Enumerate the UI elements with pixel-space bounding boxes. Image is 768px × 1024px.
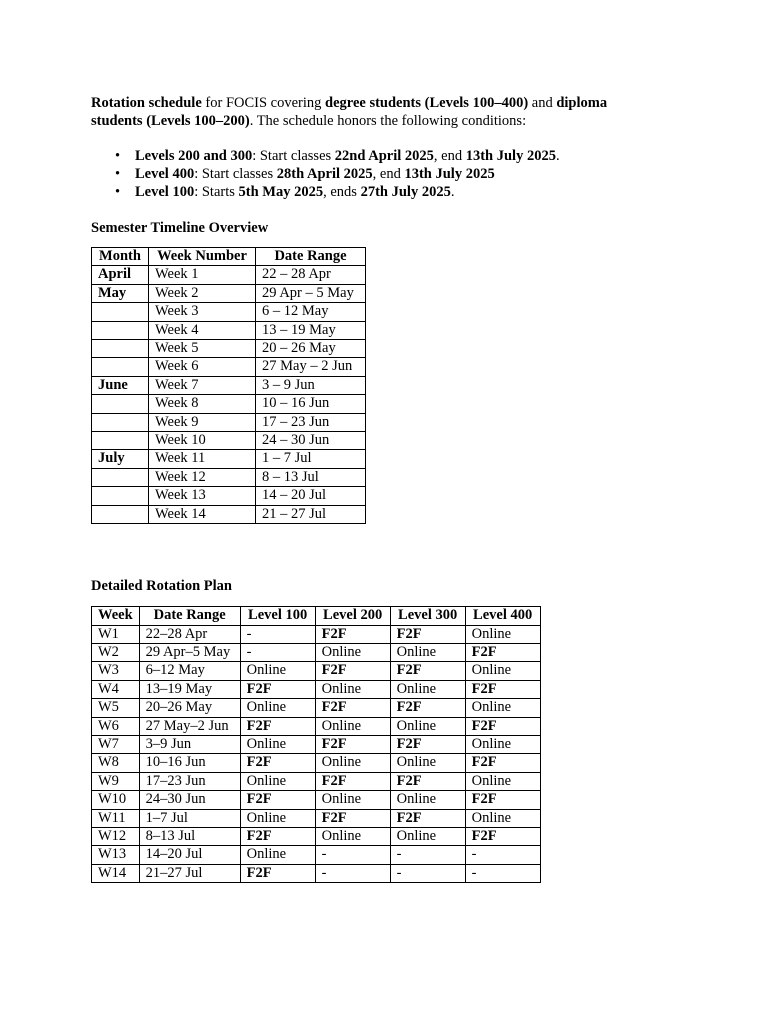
cell-level-200: - bbox=[315, 864, 390, 882]
cell-week: W3 bbox=[92, 662, 140, 680]
condition-text: , end bbox=[372, 166, 405, 182]
cell-month bbox=[92, 303, 149, 321]
cell-month bbox=[92, 505, 149, 523]
cell-week-number: Week 4 bbox=[149, 321, 256, 339]
table-row bbox=[92, 505, 366, 523]
cell-level-200: F2F bbox=[315, 735, 390, 753]
table-row bbox=[92, 468, 366, 486]
cell-week-number: Week 7 bbox=[149, 376, 256, 394]
cell-level-300: - bbox=[390, 864, 465, 882]
cell-level-100: Online bbox=[240, 699, 315, 717]
rotation-table bbox=[91, 606, 541, 883]
condition-text: : Start classes bbox=[194, 166, 277, 182]
cell-level-300: Online bbox=[390, 680, 465, 698]
cell-week: W5 bbox=[92, 699, 140, 717]
cell-level-300: Online bbox=[390, 754, 465, 772]
cell-week: W4 bbox=[92, 680, 140, 698]
table-header-row bbox=[92, 248, 366, 266]
cell-level-100: Online bbox=[240, 735, 315, 753]
table-row bbox=[92, 846, 541, 864]
table-row bbox=[92, 413, 366, 431]
condition-start-date: 5th May 2025 bbox=[238, 184, 324, 200]
cell-level-100: Online bbox=[240, 772, 315, 790]
cell-level-200: F2F bbox=[315, 625, 390, 643]
cell-week-number: Week 12 bbox=[149, 468, 256, 486]
table-row bbox=[92, 754, 541, 772]
condition-start-date: 22nd April 2025 bbox=[334, 148, 434, 164]
cell-week-number: Week 13 bbox=[149, 487, 256, 505]
cell-week: W7 bbox=[92, 735, 140, 753]
cell-level-300: F2F bbox=[390, 772, 465, 790]
cell-level-200: F2F bbox=[315, 772, 390, 790]
cell-week-number: Week 1 bbox=[149, 266, 256, 284]
cell-date-range: 24–30 Jun bbox=[139, 791, 240, 809]
cell-date-range: 21 – 27 Jul bbox=[256, 505, 366, 523]
column-header-month: Month bbox=[92, 248, 149, 266]
table-row bbox=[92, 625, 541, 643]
cell-month bbox=[92, 340, 149, 358]
cell-level-400: F2F bbox=[465, 680, 540, 698]
table-row bbox=[92, 680, 541, 698]
cell-date-range: 8–13 Jul bbox=[139, 827, 240, 845]
cell-level-400: Online bbox=[465, 772, 540, 790]
cell-level-200: Online bbox=[315, 791, 390, 809]
cell-month bbox=[92, 358, 149, 376]
column-header-week-number: Week Number bbox=[149, 248, 256, 266]
cell-week-number: Week 2 bbox=[149, 284, 256, 302]
table-row bbox=[92, 699, 541, 717]
condition-end-date: 13th July 2025 bbox=[404, 166, 495, 182]
cell-level-100: Online bbox=[240, 846, 315, 864]
table-row bbox=[92, 266, 366, 284]
conditions-list bbox=[91, 147, 651, 201]
table-row bbox=[92, 303, 366, 321]
cell-date-range: 3–9 Jun bbox=[139, 735, 240, 753]
table-row bbox=[92, 450, 366, 468]
condition-end-date: 13th July 2025 bbox=[465, 148, 556, 164]
cell-level-300: F2F bbox=[390, 699, 465, 717]
cell-date-range: 21–27 Jul bbox=[139, 864, 240, 882]
cell-level-100: Online bbox=[240, 809, 315, 827]
cell-week-number: Week 6 bbox=[149, 358, 256, 376]
table-row bbox=[92, 487, 366, 505]
cell-level-200: F2F bbox=[315, 699, 390, 717]
cell-week: W14 bbox=[92, 864, 140, 882]
cell-date-range: 6–12 May bbox=[139, 662, 240, 680]
condition-label: Levels 200 and 300 bbox=[135, 148, 253, 164]
cell-week-number: Week 11 bbox=[149, 450, 256, 468]
cell-week-number: Week 8 bbox=[149, 395, 256, 413]
table-row bbox=[92, 284, 366, 302]
rotation-heading: Detailed Rotation Plan bbox=[91, 578, 232, 595]
cell-level-100: - bbox=[240, 643, 315, 661]
cell-week: W2 bbox=[92, 643, 140, 661]
table-row bbox=[92, 432, 366, 450]
cell-level-200: Online bbox=[315, 680, 390, 698]
table-row bbox=[92, 376, 366, 394]
cell-date-range: 27 May – 2 Jun bbox=[256, 358, 366, 376]
cell-level-200: F2F bbox=[315, 809, 390, 827]
cell-level-400: - bbox=[465, 846, 540, 864]
table-row bbox=[92, 827, 541, 845]
timeline-heading: Semester Timeline Overview bbox=[91, 220, 269, 236]
cell-level-100: F2F bbox=[240, 717, 315, 735]
table-row bbox=[92, 643, 541, 661]
rotation-table-body bbox=[92, 625, 541, 883]
table-row bbox=[92, 864, 541, 882]
cell-week: W9 bbox=[92, 772, 140, 790]
condition-text: . bbox=[555, 148, 560, 164]
cell-date-range: 29 Apr–5 May bbox=[139, 643, 240, 661]
intro-bold-2: degree students (Levels 100–400) bbox=[325, 95, 529, 111]
cell-level-400: F2F bbox=[465, 754, 540, 772]
cell-month bbox=[92, 395, 149, 413]
table-header-row bbox=[92, 607, 541, 625]
intro-text-2: and bbox=[528, 95, 557, 111]
cell-week: W11 bbox=[92, 809, 140, 827]
cell-date-range: 22–28 Apr bbox=[139, 625, 240, 643]
table-row bbox=[92, 717, 541, 735]
cell-week-number: Week 10 bbox=[149, 432, 256, 450]
condition-text: . bbox=[450, 184, 455, 200]
cell-month bbox=[92, 468, 149, 486]
column-header-level-400: Level 400 bbox=[465, 607, 540, 625]
cell-level-300: F2F bbox=[390, 735, 465, 753]
cell-level-200: - bbox=[315, 846, 390, 864]
cell-date-range: 8 – 13 Jul bbox=[256, 468, 366, 486]
cell-level-300: - bbox=[390, 846, 465, 864]
cell-date-range: 10–16 Jun bbox=[139, 754, 240, 772]
intro-bold-3: diploma students (Levels 100–200) bbox=[91, 95, 608, 129]
cell-date-range: 27 May–2 Jun bbox=[139, 717, 240, 735]
cell-month bbox=[92, 413, 149, 431]
cell-month bbox=[92, 321, 149, 339]
column-header-date-range: Date Range bbox=[256, 248, 366, 266]
column-header-level-300: Level 300 bbox=[390, 607, 465, 625]
condition-item bbox=[135, 147, 651, 165]
cell-level-400: - bbox=[465, 864, 540, 882]
cell-level-200: Online bbox=[315, 643, 390, 661]
cell-level-300: Online bbox=[390, 827, 465, 845]
condition-item bbox=[135, 183, 651, 201]
cell-level-300: Online bbox=[390, 791, 465, 809]
cell-date-range: 1 – 7 Jul bbox=[256, 450, 366, 468]
cell-month: July bbox=[92, 450, 149, 468]
cell-week: W10 bbox=[92, 791, 140, 809]
cell-week: W1 bbox=[92, 625, 140, 643]
cell-level-200: Online bbox=[315, 754, 390, 772]
cell-level-300: F2F bbox=[390, 809, 465, 827]
cell-level-100: F2F bbox=[240, 680, 315, 698]
cell-month bbox=[92, 487, 149, 505]
column-header-level-200: Level 200 bbox=[315, 607, 390, 625]
cell-date-range: 6 – 12 May bbox=[256, 303, 366, 321]
cell-level-100: F2F bbox=[240, 864, 315, 882]
cell-week-number: Week 14 bbox=[149, 505, 256, 523]
cell-date-range: 10 – 16 Jun bbox=[256, 395, 366, 413]
cell-week: W13 bbox=[92, 846, 140, 864]
cell-level-100: F2F bbox=[240, 754, 315, 772]
cell-date-range: 1–7 Jul bbox=[139, 809, 240, 827]
cell-level-400: Online bbox=[465, 625, 540, 643]
cell-date-range: 14–20 Jul bbox=[139, 846, 240, 864]
document-page bbox=[91, 94, 651, 883]
cell-date-range: 17 – 23 Jun bbox=[256, 413, 366, 431]
condition-text: : Starts bbox=[194, 184, 239, 200]
cell-date-range: 22 – 28 Apr bbox=[256, 266, 366, 284]
table-row bbox=[92, 358, 366, 376]
condition-label: Level 400 bbox=[135, 166, 195, 182]
cell-date-range: 20–26 May bbox=[139, 699, 240, 717]
intro-text-3: . The schedule honors the following conditions: bbox=[249, 113, 527, 129]
condition-text: , ends bbox=[323, 184, 361, 200]
cell-month: May bbox=[92, 284, 149, 302]
cell-level-400: F2F bbox=[465, 643, 540, 661]
cell-week: W6 bbox=[92, 717, 140, 735]
cell-level-400: Online bbox=[465, 809, 540, 827]
cell-week-number: Week 3 bbox=[149, 303, 256, 321]
cell-level-200: Online bbox=[315, 827, 390, 845]
cell-date-range: 14 – 20 Jul bbox=[256, 487, 366, 505]
cell-level-300: Online bbox=[390, 717, 465, 735]
intro-paragraph bbox=[91, 94, 651, 130]
cell-level-100: - bbox=[240, 625, 315, 643]
table-row bbox=[92, 395, 366, 413]
cell-level-300: F2F bbox=[390, 662, 465, 680]
cell-level-400: Online bbox=[465, 735, 540, 753]
cell-month: June bbox=[92, 376, 149, 394]
column-header-date-range: Date Range bbox=[139, 607, 240, 625]
table-row bbox=[92, 321, 366, 339]
cell-level-100: F2F bbox=[240, 791, 315, 809]
condition-text: : Start classes bbox=[252, 148, 335, 164]
column-header-level-100: Level 100 bbox=[240, 607, 315, 625]
intro-text-1: for FOCIS covering bbox=[201, 95, 326, 111]
timeline-table-body bbox=[92, 266, 366, 524]
column-header-week: Week bbox=[92, 607, 140, 625]
condition-end-date: 27th July 2025 bbox=[360, 184, 451, 200]
cell-level-200: Online bbox=[315, 717, 390, 735]
table-row bbox=[92, 662, 541, 680]
cell-date-range: 13 – 19 May bbox=[256, 321, 366, 339]
cell-level-300: F2F bbox=[390, 625, 465, 643]
cell-level-100: F2F bbox=[240, 827, 315, 845]
table-row bbox=[92, 735, 541, 753]
table-row bbox=[92, 791, 541, 809]
cell-date-range: 3 – 9 Jun bbox=[256, 376, 366, 394]
cell-level-400: F2F bbox=[465, 827, 540, 845]
table-row bbox=[92, 809, 541, 827]
cell-week: W8 bbox=[92, 754, 140, 772]
cell-date-range: 17–23 Jun bbox=[139, 772, 240, 790]
timeline-table bbox=[91, 247, 366, 524]
cell-level-400: Online bbox=[465, 699, 540, 717]
condition-label: Level 100 bbox=[135, 184, 195, 200]
cell-week: W12 bbox=[92, 827, 140, 845]
cell-date-range: 13–19 May bbox=[139, 680, 240, 698]
cell-date-range: 24 – 30 Jun bbox=[256, 432, 366, 450]
cell-level-400: F2F bbox=[465, 791, 540, 809]
cell-month bbox=[92, 432, 149, 450]
condition-start-date: 28th April 2025 bbox=[276, 166, 373, 182]
cell-week-number: Week 5 bbox=[149, 340, 256, 358]
cell-date-range: 29 Apr – 5 May bbox=[256, 284, 366, 302]
table-row bbox=[92, 772, 541, 790]
cell-month: April bbox=[92, 266, 149, 284]
cell-date-range: 20 – 26 May bbox=[256, 340, 366, 358]
cell-level-100: Online bbox=[240, 662, 315, 680]
cell-week-number: Week 9 bbox=[149, 413, 256, 431]
table-row bbox=[92, 340, 366, 358]
condition-item bbox=[135, 165, 651, 183]
cell-level-300: Online bbox=[390, 643, 465, 661]
intro-bold-1: Rotation schedule bbox=[91, 95, 202, 111]
cell-level-400: F2F bbox=[465, 717, 540, 735]
condition-text: , end bbox=[433, 148, 466, 164]
cell-level-200: F2F bbox=[315, 662, 390, 680]
cell-level-400: Online bbox=[465, 662, 540, 680]
